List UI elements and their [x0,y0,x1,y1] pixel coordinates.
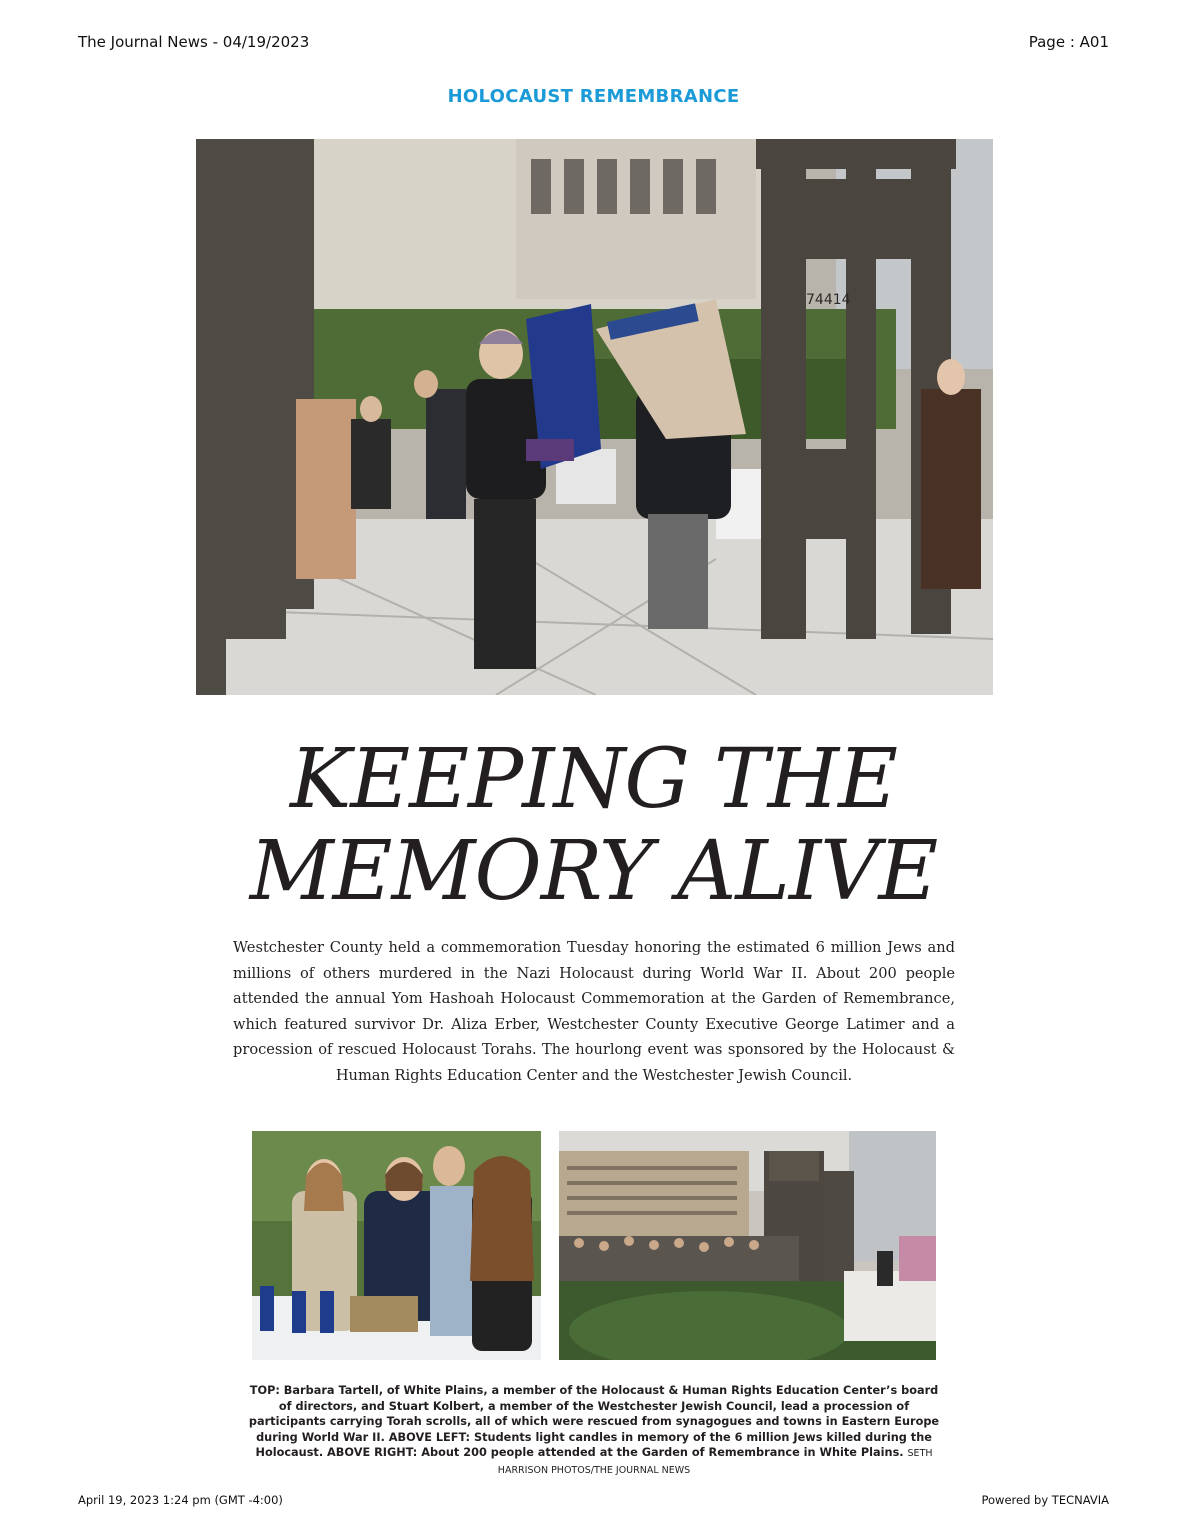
photo-crowd-garden[interactable] [559,1131,936,1360]
section-label: HOLOCAUST REMEMBRANCE [447,86,740,107]
headline-line-1: KEEPING THE [290,732,897,827]
headline-line-2: MEMORY ALIVE [249,824,938,919]
photo-credit: SETH HARRISON PHOTOS/THE JOURNAL NEWS [497,1448,933,1476]
caption-text: TOP: Barbara Tartell, of White Plains, a member of the Holocaust & Human Rights Education Center’s board of directors, and Stuart Kolbert, a member of the Westchester Jewish Council, lead a procession of participants carrying Torah scrolls, all of which were rescued from synagogues and towns in Eastern Europe during World War II. ABOVE LEFT: Students light candles in memory of the 6 million Jews killed during the Holocaust. ABOVE RIGHT: About 200 people attended at the Garden of Remembrance in White Plains. [248,1384,940,1460]
crowd-photo-illustration [559,1131,936,1360]
publication-header: The Journal News - 04/19/2023 [78,33,310,51]
main-photo-illustration [196,139,993,695]
photo-students-candles[interactable] [252,1131,541,1360]
page-number: Page : A01 [1028,33,1109,51]
footer-powered-by: Powered by TECNAVIA [981,1493,1109,1507]
students-photo-illustration [252,1131,541,1360]
footer-timestamp: April 19, 2023 1:24 pm (GMT -4:00) [78,1493,283,1507]
photo-caption [246,1383,942,1479]
main-photo[interactable] [196,139,993,695]
gate-number: 74414 [806,292,851,308]
article-body: Westchester County held a commemoration Tuesday honoring the estimated 6 million Jews and millions of others murdered in the Nazi Holocaust during World War II. About 200 people attended the annual Yom Hashoah Holocaust Commemoration at the Garden of Remembrance, which featured survivor Dr. Aliza Erber, Westchester County Executive George Latimer and a procession of rescued Holocaust Torahs. The hourlong event was sponsored by the Holocaust & Human Rights Education Center and the Westchester Jewish Council. [233,939,955,1084]
